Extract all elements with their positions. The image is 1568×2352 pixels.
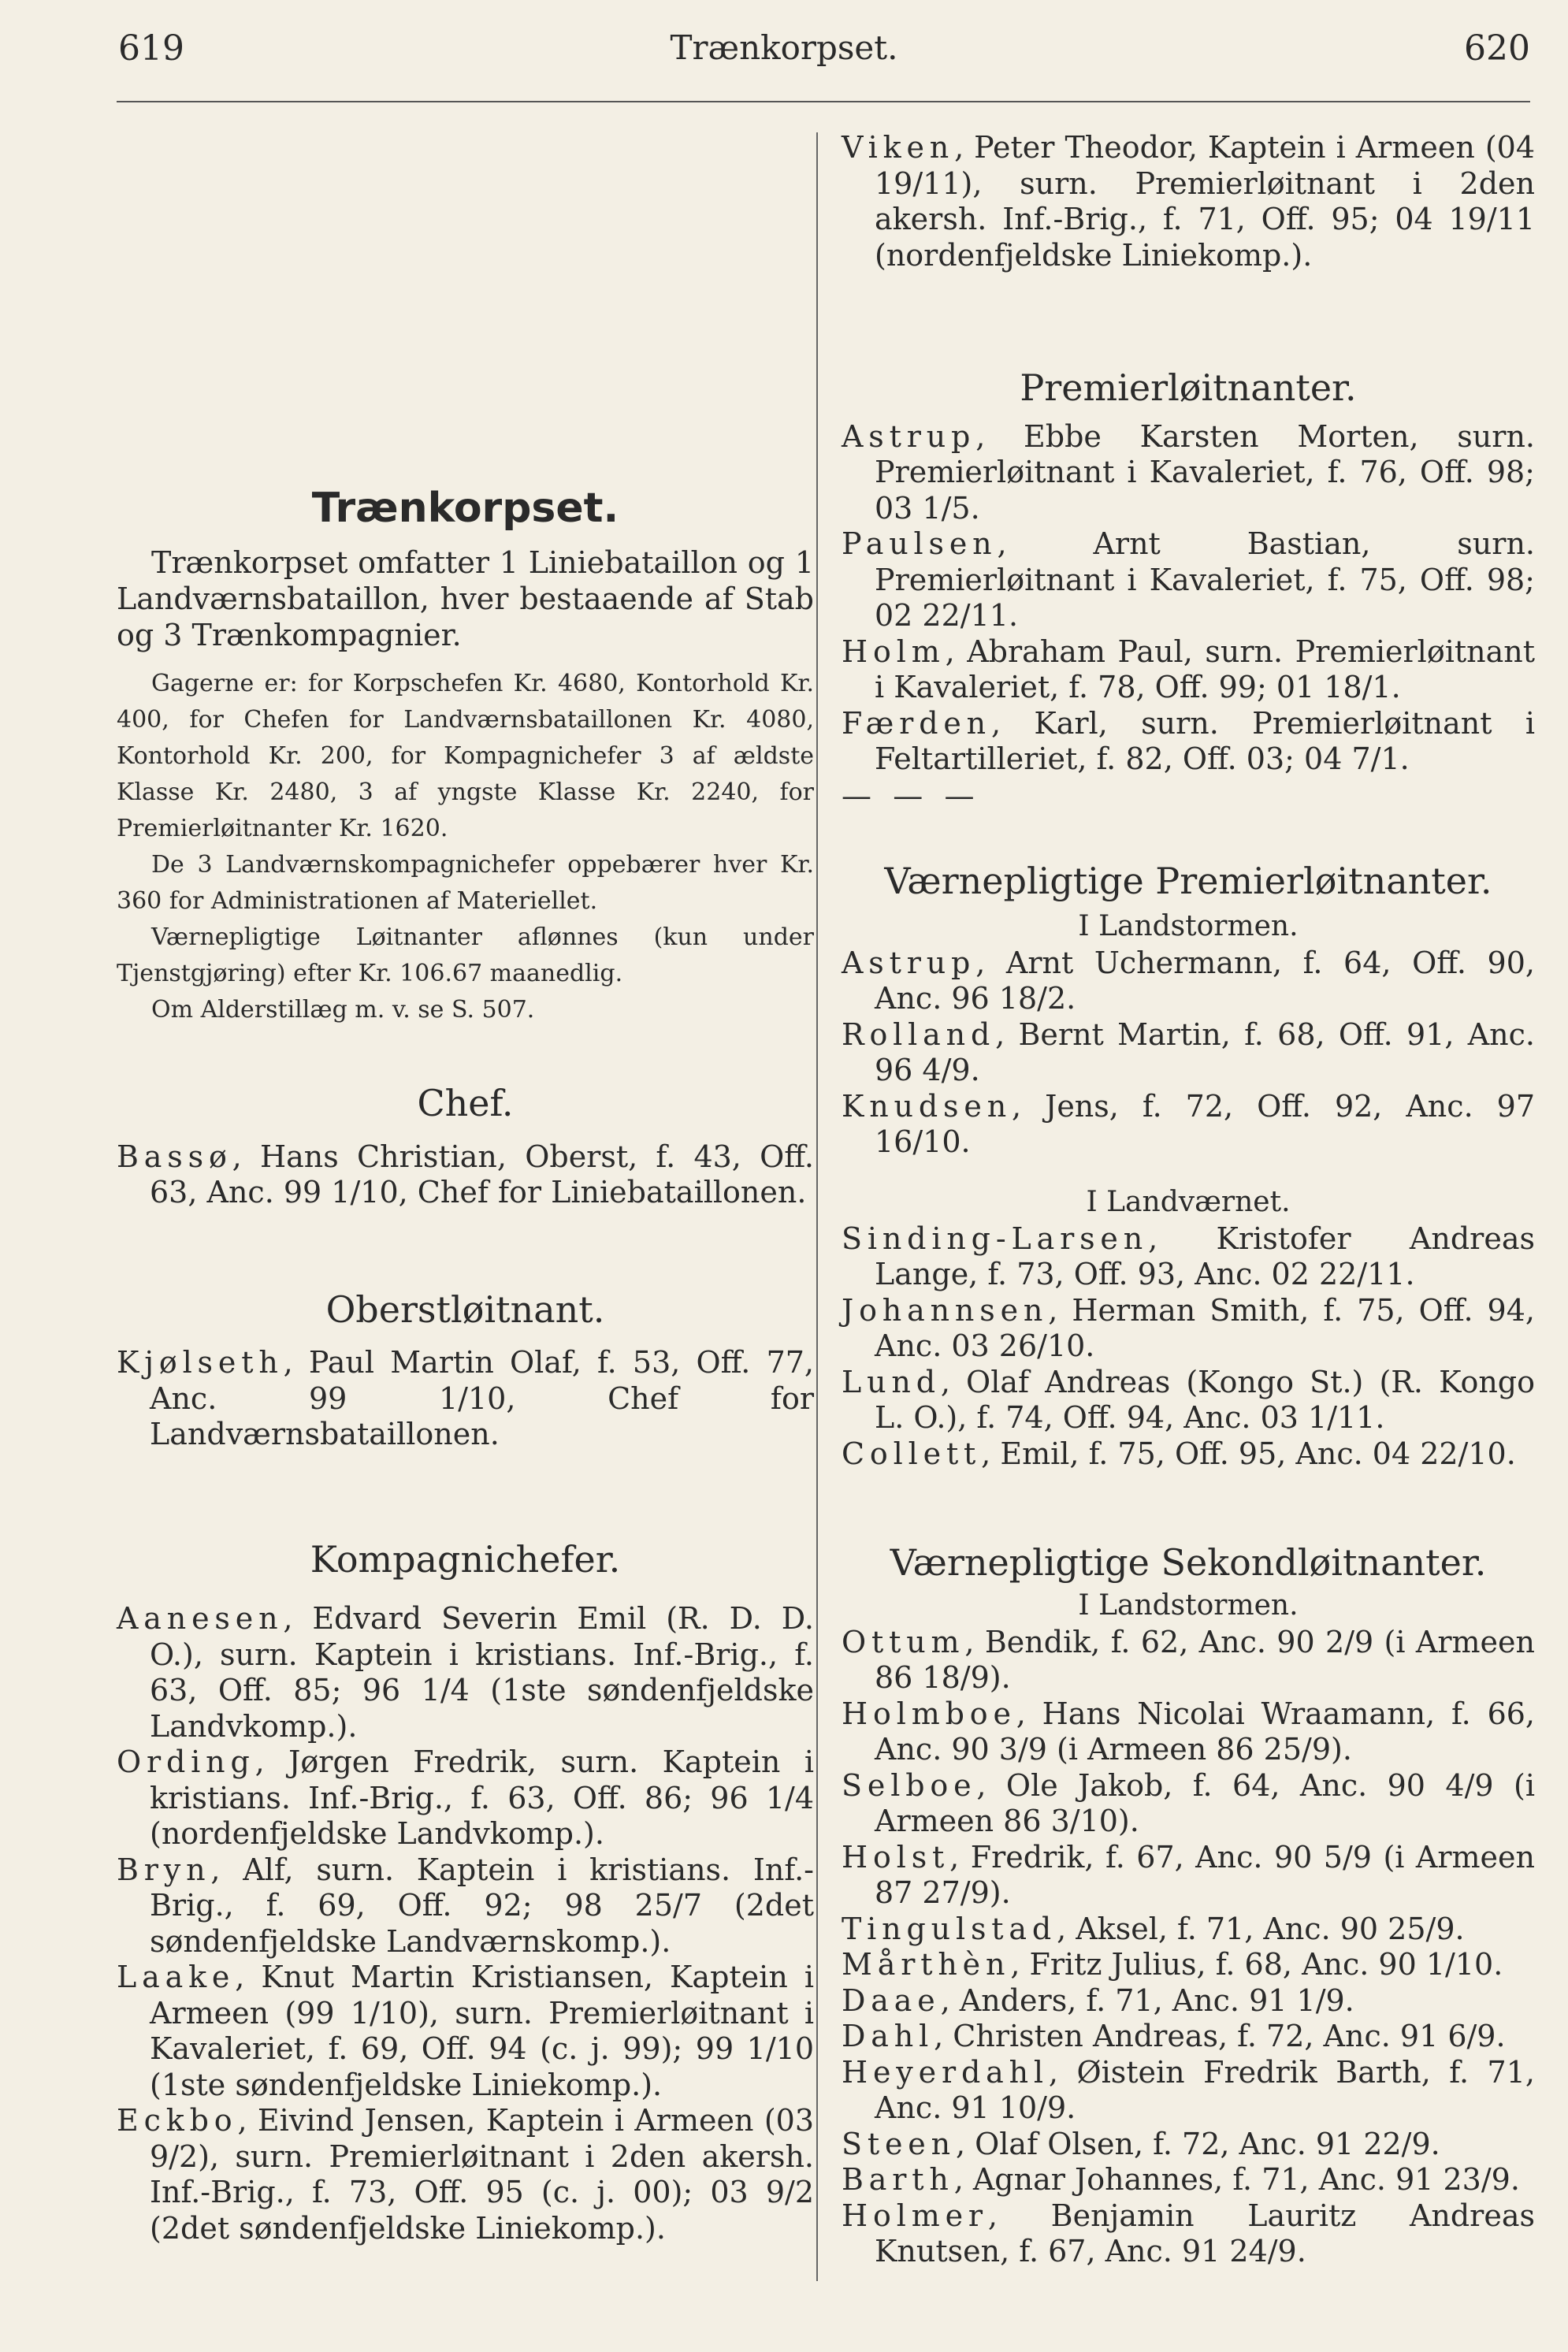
oberstloitnant-list [117,1345,814,1453]
entry-name: Holmboe [842,1696,1016,1731]
entry-name: Færden [842,705,991,741]
landvaern-label: I Landværnet. [1086,1185,1291,1218]
entry-text: , Anders, f. 71, Anc. 91 1/9. [940,1982,1354,2018]
entry-name: Rolland [842,1016,996,1052]
kompagnichefer-list [117,1601,814,2246]
entry-name: Dahl [842,2019,934,2054]
roster-entry [842,419,1535,527]
entry-name: Sinding-Larsen [842,1221,1149,1256]
entry-name: Daae [842,1982,941,2018]
entry-name: Knudsen [842,1088,1013,1124]
entry-name: Astrup [842,418,976,454]
entry-name: Kjølseth [117,1345,284,1380]
right-column [842,130,1535,2270]
entry-text: , Christen Andreas, f. 72, Anc. 91 6/9. [934,2019,1506,2054]
entry-name: Bryn [117,1852,211,1887]
roster-entry [842,2127,1535,2163]
roster-entry [842,706,1535,778]
entry-name: Eckbo [117,2103,238,2138]
chef-heading: Chef. [417,1082,514,1124]
salary-note: Om Alderstillæg m. v. se S. 507. [151,996,535,1024]
entry-text: , Olaf Olsen, f. 72, Anc. 91 22/9. [955,2126,1440,2161]
roster-entry [842,2019,1535,2055]
entry-text: , Herman Smith, f. 75, Off. 94, Anc. 03 26/10. [875,1292,1535,1364]
entry-text: , Karl, surn. Premierløitnant i Feltartilleriet, f. 82, Off. 03; 04 7/1. [875,705,1535,777]
roster-entry [842,2162,1535,2198]
chef-list [117,1139,814,1211]
entry-name: Mårthèn [842,1947,1011,1982]
entry-text: , Bernt Martin, f. 68, Off. 91, Anc. 96 4/9. [875,1016,1535,1088]
roster-entry [842,1912,1535,1948]
entry-name: Heyerdahl [842,2054,1049,2090]
entry-name: Collett [842,1436,982,1471]
entry-name: Lund [842,1364,941,1399]
right-page-number: 620 [1464,28,1530,69]
roster-entry [842,1365,1535,1436]
roster-entry [842,634,1535,706]
salary-note: Gagerne er: for Korpschefen Kr. 4680, Kontorhold Kr. 400, for Chefen for Landværnsbataillonen Kr. 4080, Kontorhold Kr. 200, for Kompagnichefer 3 af ældste Klasse Kr. 2480, 3 af yngste Klasse Kr. 2240, for Premierløitnanter Kr. 1620. [117,670,814,842]
entry-text: , Knut Martin Kristiansen, Kaptein i Armeen (99 1/10), surn. Premierløitnant i Kavaleriet, f. 69, Off. 94 (c. j. 99); 99 1/10 (1ste søndenfjeldske Liniekomp.). [150,1960,814,2102]
entry-name: Laake [117,1960,236,1995]
entry-name: Holst [842,1839,950,1875]
entry-text: , Ole Jakob, f. 64, Anc. 90 4/9 (i Armeen 86 3/10). [875,1767,1535,1839]
separator-dashes: — — — [842,778,981,813]
header-rule [117,101,1530,102]
entry-text: , Jørgen Fredrik, surn. Kaptein i kristians. Inf.-Brig., f. 63, Off. 86; 96 1/4 (nordenfjeldske Landvkomp.). [150,1744,814,1852]
roster-entry [842,1840,1535,1912]
roster-entry [842,1089,1535,1161]
entry-name: Ottum [842,1624,965,1659]
entry-text: , Fredrik, f. 67, Anc. 90 5/9 (i Armeen 87 27/9). [875,1839,1535,1911]
entry-text: , Alf, surn. Kaptein i kristians. Inf.-Brig., f. 69, Off. 92; 98 25/7 (2det søndenfjeldske Landværnskomp.). [150,1852,814,1959]
entry-text: , Peter Theodor, Kaptein i Armeen (04 19/11), surn. Premierløitnant i 2den akersh. Inf.-Brig., f. 71, Off. 95; 04 19/11 (nordenfjeldske Liniekomp.). [875,130,1535,273]
landstorm-label: I Landstormen. [1078,910,1299,943]
premierloitnanter-list [842,419,1535,778]
premierloitnanter-heading: Premierløitnanter. [1020,366,1357,409]
entry-text: , Øistein Fredrik Barth, f. 71, Anc. 91 10/9. [875,2054,1535,2126]
roster-entry [117,2103,814,2246]
left-page-number: 619 [118,28,184,69]
landstorm-label: I Landstormen. [1078,1588,1299,1622]
salary-note: De 3 Landværnskompagnichefer oppebærer hver Kr. 360 for Administrationen af Materiellet. [117,851,814,915]
roster-entry [117,1960,814,2103]
left-column [117,130,814,2246]
roster-entry [117,1852,814,1960]
entry-name: Selboe [842,1767,977,1803]
vp-premier-landvaern-list [842,1221,1535,1473]
entry-text: , Abraham Paul, surn. Premierløitnant i Kavaleriet, f. 78, Off. 99; 01 18/1. [875,634,1535,705]
roster-entry [842,1625,1535,1696]
column-divider [816,132,818,2281]
roster-entry [842,1017,1535,1089]
entry-name: Paulsen [842,526,998,562]
entry-name: Astrup [842,945,976,980]
entry-name: Viken [842,130,955,165]
vp-premier-landstorm-list [842,946,1535,1161]
roster-entry [842,526,1535,634]
entry-name: Holmer [842,2198,988,2233]
roster-entry [842,1696,1535,1768]
salary-note: Værnepligtige Løitnanter aflønnes (kun under Tjenstgjøring) efter Kr. 106.67 maanedlig. [117,923,814,987]
entry-name: Steen [842,2126,956,2161]
entry-name: Barth [842,2162,954,2198]
entry-text: , Aksel, f. 71, Anc. 90 25/9. [1057,1911,1465,1946]
roster-entry [117,1139,814,1211]
entry-name: Holm [842,634,946,669]
entry-text: , Ebbe Karsten Morten, surn. Premierløitnant i Kavaleriet, f. 76, Off. 98; 03 1/5. [875,418,1535,526]
entry-text: , Edvard Severin Emil (R. D. D. O.), surn. Kaptein i kristians. Inf.-Brig., f. 63, Off. 85; 96 1/4 (1ste søndenfjeldske Landvkomp.). [150,1601,814,1744]
entry-text: , Fritz Julius, f. 68, Anc. 90 1/10. [1010,1947,1503,1982]
entry-text: , Olaf Andreas (Kongo St.) (R. Kongo L. O.), f. 74, Off. 94, Anc. 03 1/11. [875,1364,1535,1436]
vp-premier-heading: Værnepligtige Premierløitnanter. [884,859,1492,902]
roster-entry [842,1983,1535,2019]
vp-sekond-list [842,1625,1535,2270]
salary-notes [117,666,814,1028]
entry-text: , Hans Nicolai Wraamann, f. 66, Anc. 90 3/9 (i Armeen 86 25/9). [875,1696,1535,1767]
entry-name: Johannsen [842,1292,1049,1328]
roster-entry [117,1345,814,1453]
entry-text: , Kristofer Andreas Lange, f. 73, Off. 93, Anc. 02 22/11. [875,1221,1535,1292]
entry-text: , Benjamin Lauritz Andreas Knutsen, f. 67, Anc. 91 24/9. [875,2198,1535,2269]
section-intro: Trænkorpset omfatter 1 Liniebataillon og 1 Landværnsbataillon, hver bestaaende af Stab og 3 Trænkompagnier. [117,545,814,652]
continued-list [842,130,1535,273]
entry-text: , Jens, f. 72, Off. 92, Anc. 97 16/10. [875,1088,1535,1160]
roster-entry [842,130,1535,273]
roster-entry [842,1436,1535,1473]
entry-name: Tingulstad [842,1911,1057,1946]
entry-text: , Bendik, f. 62, Anc. 90 2/9 (i Armeen 86 18/9). [875,1624,1535,1696]
entry-text: , Arnt Bastian, surn. Premierløitnant i Kavaleriet, f. 75, Off. 98; 02 22/11. [875,526,1535,634]
entry-text: , Arnt Uchermann, f. 64, Off. 90, Anc. 96 18/2. [875,945,1535,1016]
kompagnichefer-heading: Kompagnichefer. [310,1537,621,1581]
roster-entry [842,1947,1535,1983]
roster-entry [842,2198,1535,2270]
roster-entry [842,1221,1535,1293]
roster-entry [842,946,1535,1017]
entry-text: , Hans Christian, Oberst, f. 43, Off. 63, Anc. 99 1/10, Chef for Liniebataillonen. [150,1139,814,1210]
entry-text: , Agnar Johannes, f. 71, Anc. 91 23/9. [953,2162,1520,2198]
oberstloitnant-heading: Oberstløitnant. [325,1287,605,1331]
roster-entry [117,1601,814,1744]
entry-name: Bassø [117,1139,232,1174]
entry-text: , Paul Martin Olaf, f. 53, Off. 77, Anc. 99 1/10, Chef for Landværnsbataillonen. [150,1345,814,1452]
roster-entry [842,1768,1535,1840]
entry-text: , Emil, f. 75, Off. 95, Anc. 04 22/10. [981,1436,1516,1471]
roster-entry [117,1744,814,1852]
entry-name: Ording [117,1744,255,1780]
entry-text: , Eivind Jensen, Kaptein i Armeen (03 9/2), surn. Premierløitnant i 2den akersh. Inf.-Brig., f. 73, Off. 95 (c. j. 00); 03 9/2 (2det søndenfjeldske Liniekomp.). [150,2103,814,2246]
section-title: Trænkorpset. [311,485,619,532]
vp-sekond-heading: Værnepligtige Sekondløitnanter. [890,1541,1487,1585]
running-header-title: Trænkorpset. [670,28,898,67]
roster-entry [842,1293,1535,1365]
roster-entry [842,2055,1535,2127]
entry-name: Aanesen [117,1601,284,1637]
